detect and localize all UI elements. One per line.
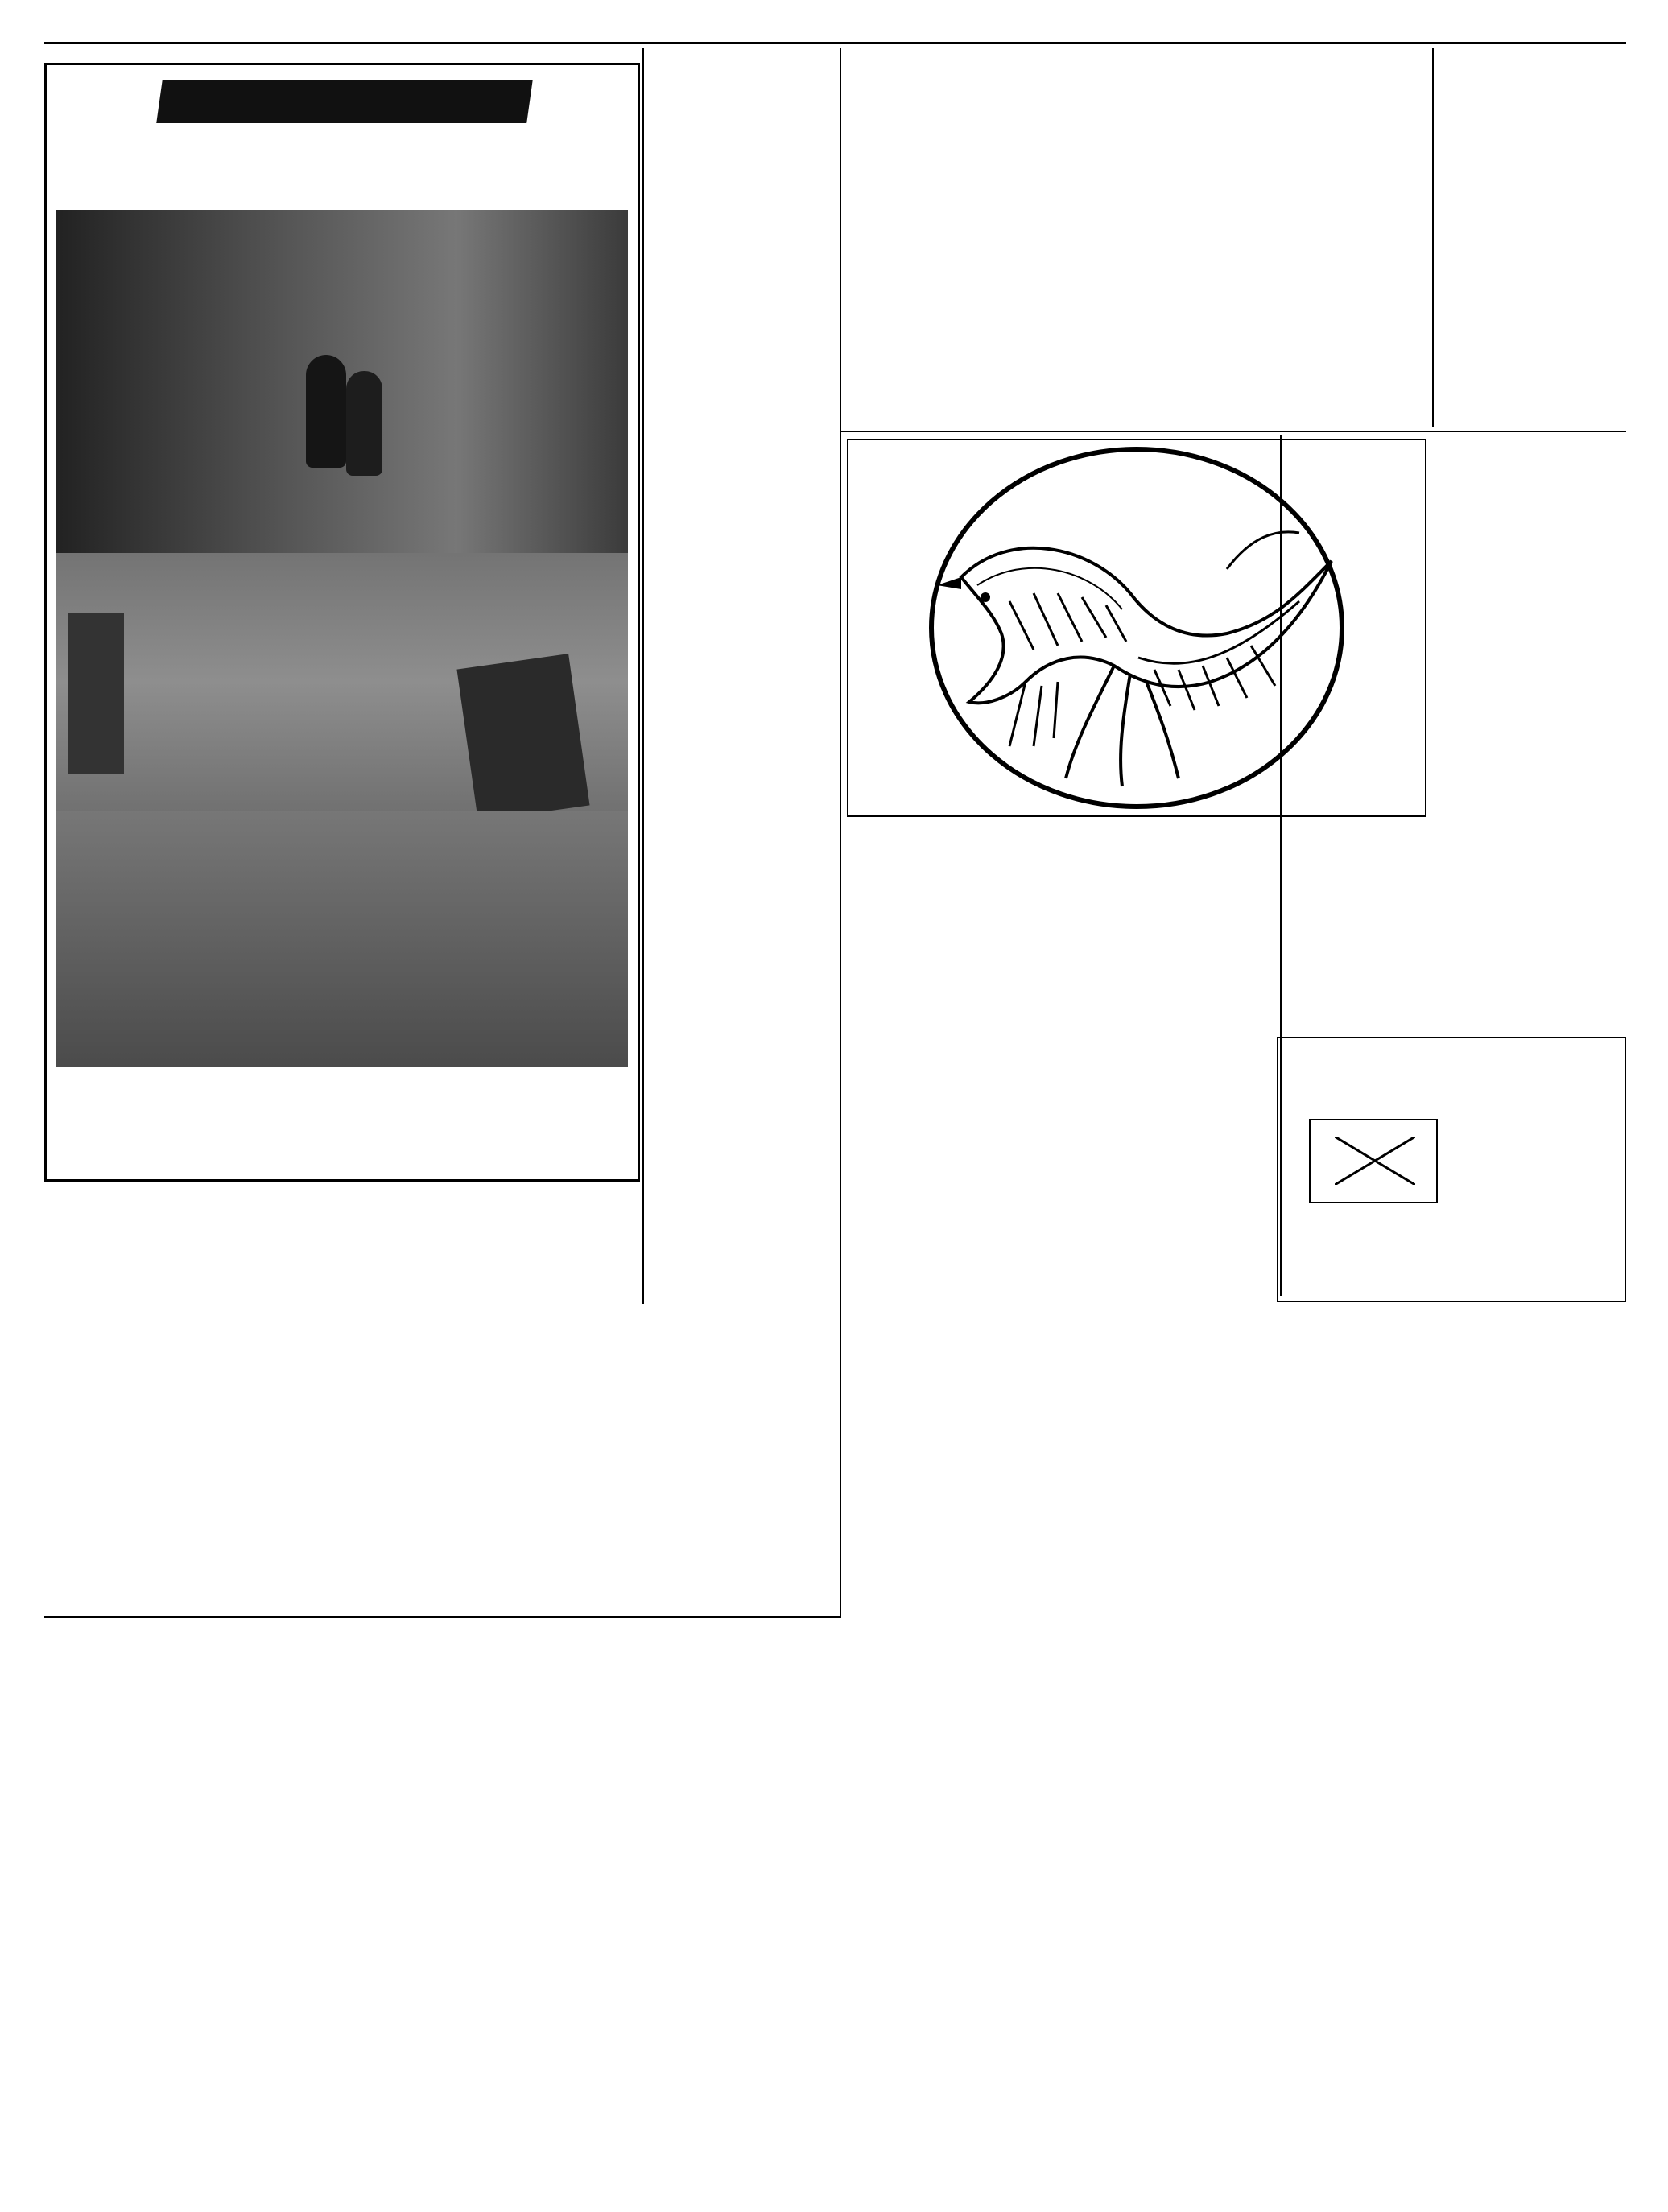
photo-ground bbox=[56, 811, 628, 1068]
row-rule bbox=[841, 431, 1626, 432]
dhaka-day-box bbox=[44, 63, 640, 1182]
photo-child-2 bbox=[346, 371, 382, 476]
masthead-rule bbox=[44, 42, 1626, 44]
photo-child-1 bbox=[306, 355, 346, 468]
stranded-article bbox=[648, 793, 833, 1079]
qulkhwani-article bbox=[443, 1296, 636, 1473]
article-body-1 bbox=[55, 1276, 449, 1316]
nepali-block-final bbox=[1285, 436, 1626, 774]
women-mps-article bbox=[648, 310, 833, 616]
kicker-banner bbox=[156, 80, 533, 123]
photo-poster bbox=[456, 654, 589, 821]
column-rule bbox=[840, 48, 841, 1618]
team-explore-article bbox=[648, 1091, 833, 1614]
photo-board bbox=[68, 613, 124, 774]
row-rule bbox=[44, 1616, 841, 1618]
birds-body-col2 bbox=[1061, 934, 1272, 1312]
plea-article bbox=[1439, 53, 1626, 431]
column-rule bbox=[1432, 48, 1434, 427]
masthead bbox=[48, 10, 1626, 40]
dreamland-photo bbox=[56, 210, 628, 1067]
prev-numbers-box bbox=[1309, 1119, 1438, 1203]
article-body bbox=[847, 61, 1425, 335]
mcci-article bbox=[847, 53, 1425, 431]
du-poetry-article bbox=[648, 55, 833, 304]
qulkhwani-nafia-article bbox=[1462, 773, 1626, 1018]
strike-cross-icon bbox=[1335, 1137, 1415, 1185]
sobhan-article bbox=[1285, 753, 1455, 1018]
birds-body-col1 bbox=[842, 934, 1051, 1715]
notice-box bbox=[1277, 1037, 1626, 1302]
column-rule bbox=[642, 48, 644, 1304]
article-body bbox=[1285, 443, 1626, 708]
